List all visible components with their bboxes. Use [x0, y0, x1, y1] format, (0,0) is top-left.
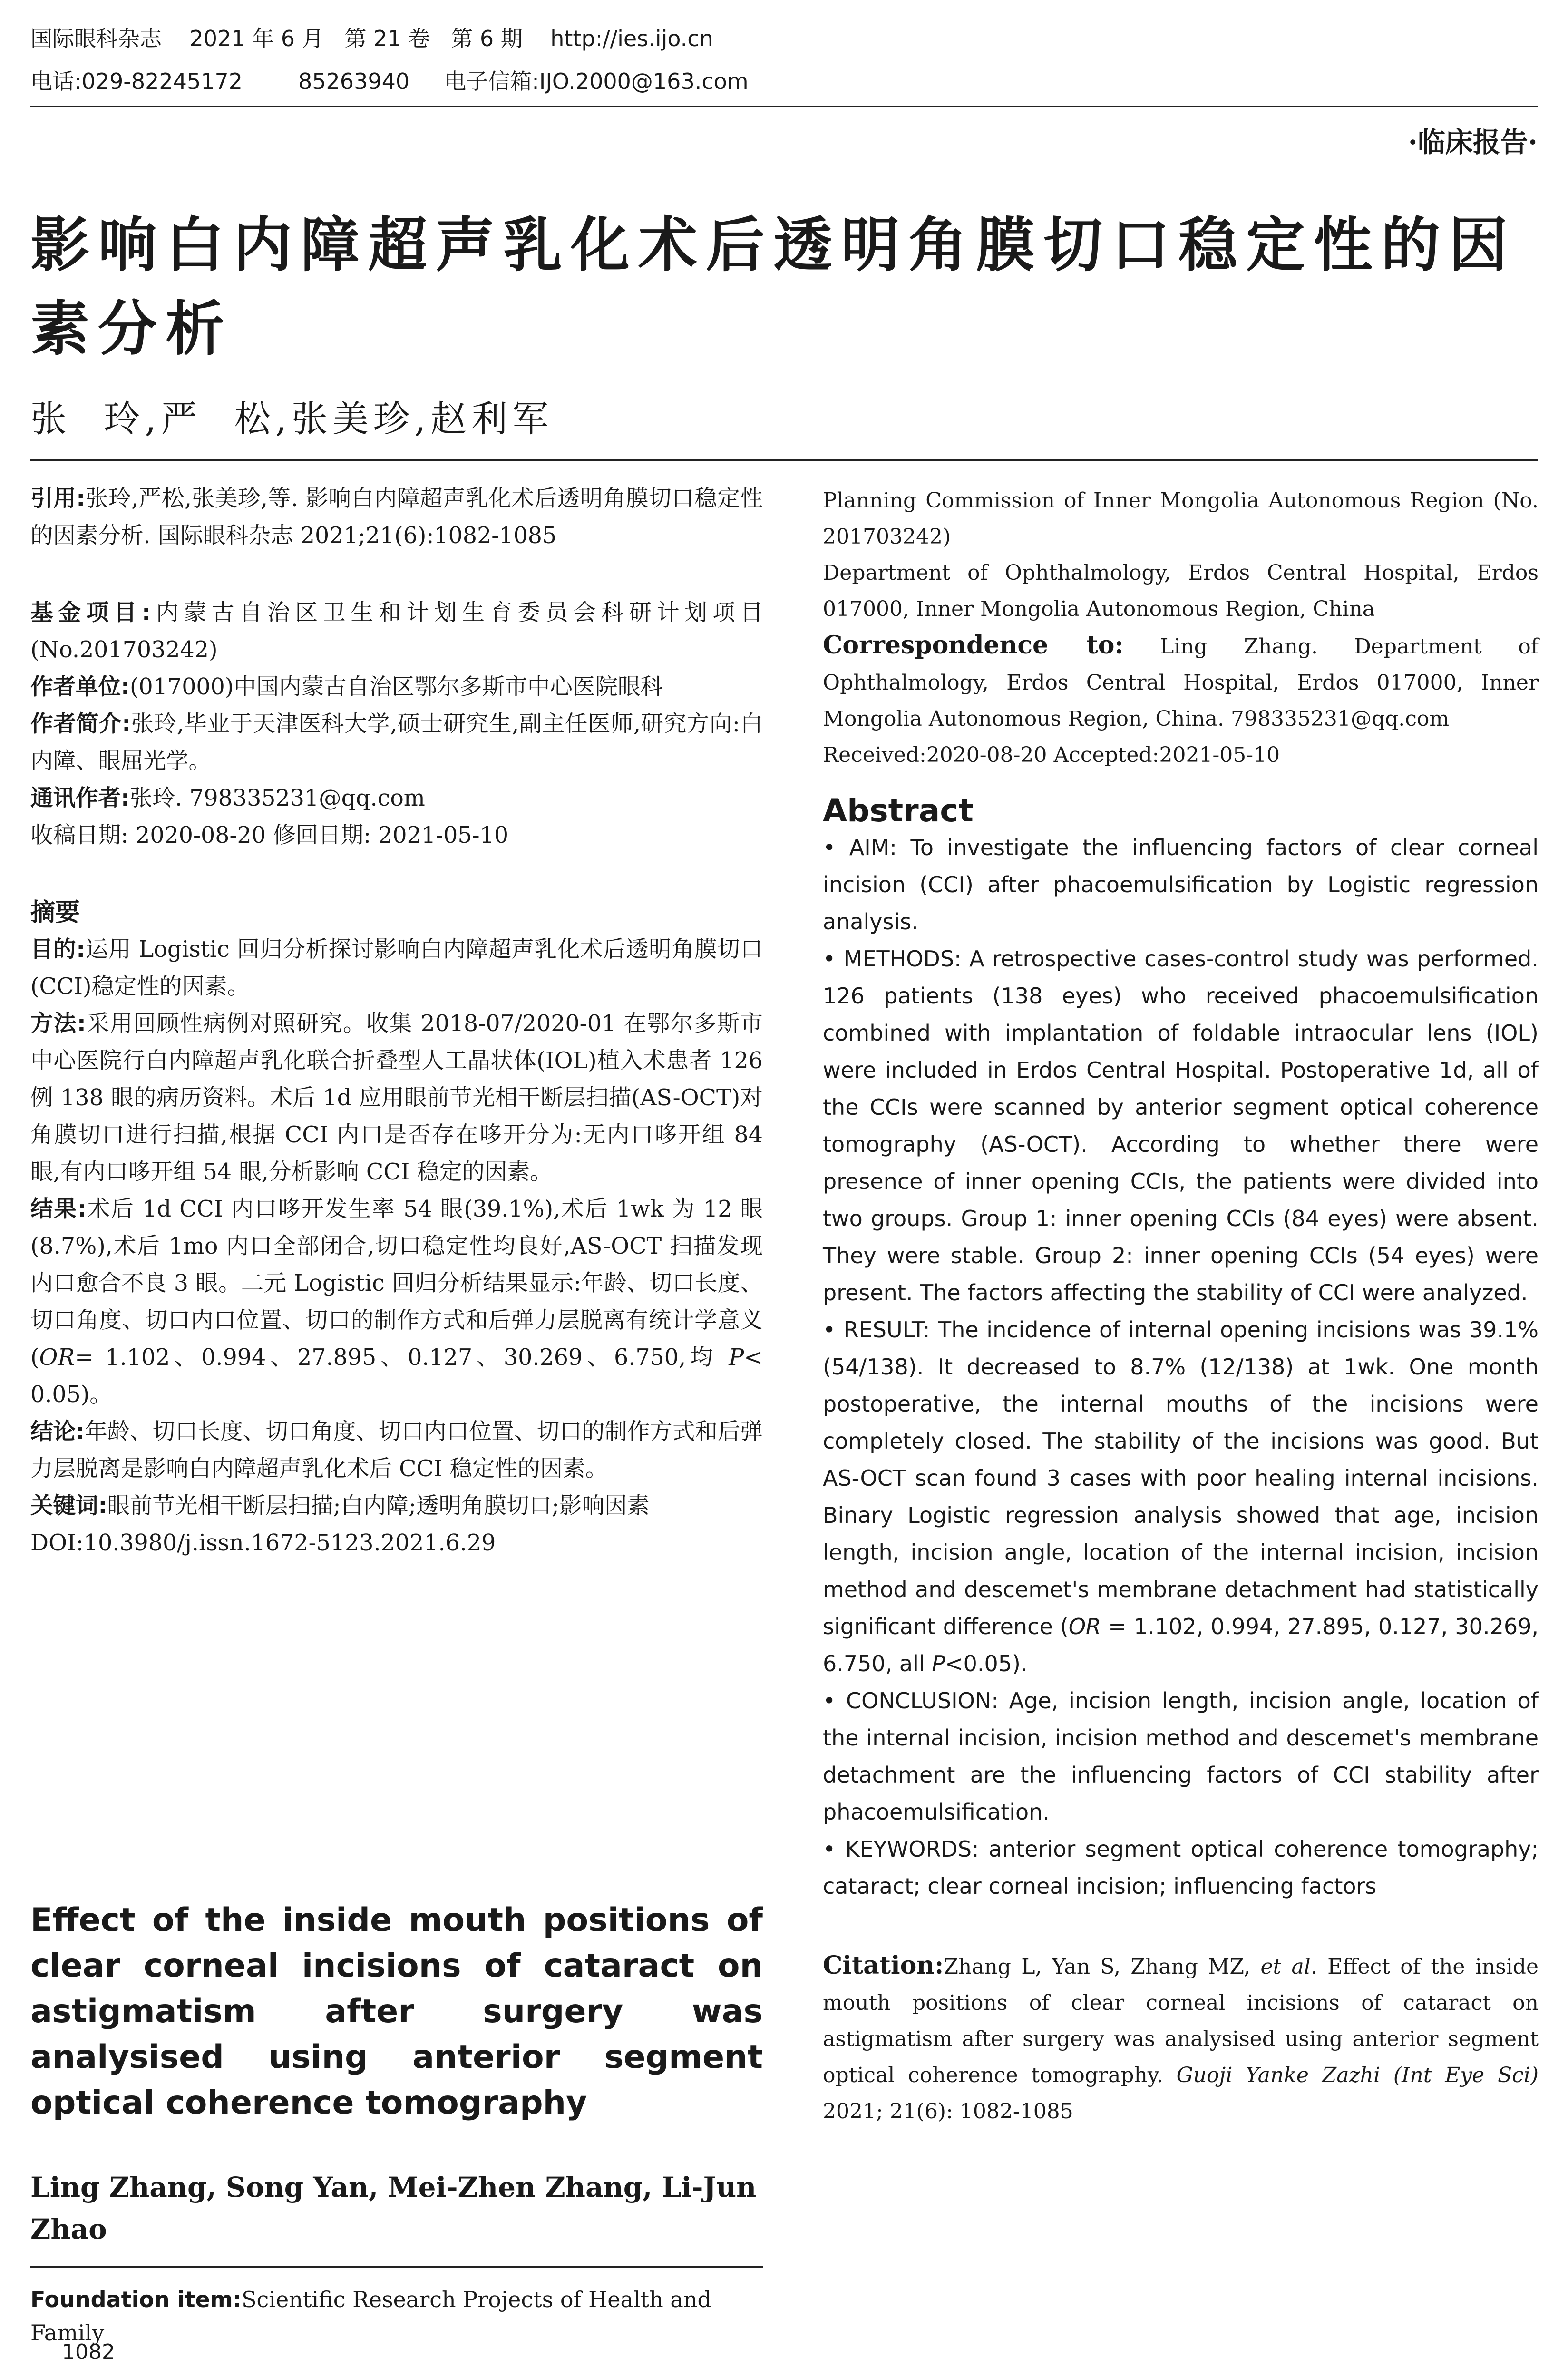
article-title: 影响白内障超声乳化术后透明角膜切口稳定性的因素分析 — [30, 211, 1517, 363]
results-text-end: < 0.05)。 — [30, 1344, 763, 1408]
citation-en-title: . Effect of the inside mouth positions of clear corneal incisions of cataract on astigmatism after surgery was analysised using anterior segment optical coherence tomography. — [823, 1955, 1539, 2087]
result-text: • RESULT: The incidence of internal opening incisions was 39.1% (54/138). It decreased to 8.7% (12/138) at 1wk. One month postoperative, the internal mouths of the incisions were completely closed. The stability of the incisions was good. But AS-OCT scan found 3 cases with poor healing internal incisions. Binary Logistic regression analysis showed that age, incision length, incision angle, location of the internal incision, incision method and descemet's membrane detachment had statistically significant difference ( — [823, 1317, 1539, 1639]
bio-label: 作者简介: — [30, 711, 131, 737]
dates-en: Received:2020-08-20 Accepted:2021-05-10 — [823, 743, 1280, 767]
page-number: 1082 — [62, 2340, 115, 2364]
methods-label: 方法: — [30, 1011, 86, 1037]
results-cn — [30, 1191, 763, 1413]
english-authors: Ling Zhang, Song Yan, Mei-Zhen Zhang, Li-Jun Zhao — [30, 2171, 757, 2245]
citation-etal: et al — [1260, 1955, 1311, 1979]
corr-text: 张玲. 798335231@qq.com — [130, 785, 425, 811]
foundation-item — [30, 2283, 763, 2349]
keywords-cn — [30, 1488, 763, 1525]
correspondence-label: Correspondence to: — [823, 631, 1124, 660]
keywords-text: 眼前节光相干断层扫描;白内障;透明角膜切口;影响因素 — [107, 1493, 650, 1519]
p-symbol-en: P — [932, 1651, 945, 1676]
fund-item — [30, 594, 763, 669]
unit-text: (017000)中国内蒙古自治区鄂尔多斯市中心医院眼科 — [130, 674, 663, 700]
result-end: <0.05). — [945, 1651, 1028, 1676]
conclusion-cn — [30, 1413, 763, 1488]
dates-cn: 收稿日期: 2020-08-20 修回日期: 2021-05-10 — [30, 822, 509, 848]
abstract-cn-heading: 摘要 — [30, 898, 80, 927]
results-text: 术后 1d CCI 内口哆开发生率 54 眼(39.1%),术后 1wk 为 12 眼(8.7%),术后 1mo 内口全部闭合,切口稳定性均良好,AS-OCT 扫描发现内口愈合不良 3 眼。二元 Logistic 回归分析结果显示:年龄、切口长度、切口角度、切口内口位置、切口的制作方式和后弹力层脱离有统计学意义( — [30, 1196, 763, 1371]
citation-en-volume: 2021; 21(6): 1082-1085 — [823, 2099, 1073, 2124]
author-bio — [30, 706, 763, 780]
footnote-rule — [30, 2266, 763, 2268]
correspondence-text: Ling Zhang. Department of Ophthalmology, Erdos Central Hospital, Erdos 017000, Inner Mongolia Autonomous Region, China. 798335231@qq.com — [823, 634, 1539, 731]
or-symbol: OR — [39, 1344, 75, 1371]
conclusion-label: 结论: — [30, 1419, 85, 1445]
abstract-heading: Abstract — [823, 792, 974, 829]
unit-label: 作者单位: — [30, 674, 130, 700]
citation-en-label: Citation: — [823, 1951, 944, 1980]
left-column-meta — [30, 480, 763, 1562]
abstract-keywords: • KEYWORDS: anterior segment optical coherence tomography; cataract; clear corneal incision; influencing factors — [823, 1836, 1539, 1899]
results-label: 结果: — [30, 1196, 87, 1222]
foundation-label: Foundation item: — [30, 2287, 242, 2312]
citation-en — [823, 1948, 1539, 2130]
journal-header-line1: 国际眼科杂志 2021 年 6 月 第 21 卷 第 6 期 http://ies.ijo.cn — [30, 26, 713, 51]
corr-label: 通讯作者: — [30, 785, 130, 811]
citation-en-authors: Zhang L, Yan S, Zhang MZ, — [944, 1955, 1261, 1979]
keywords-label: 关键词: — [30, 1493, 107, 1519]
correspondence-en — [823, 627, 1539, 737]
section-tag: ·临床报告· — [1408, 126, 1538, 158]
citation-cn — [30, 480, 763, 555]
conclusion-text: 年龄、切口长度、切口角度、切口内口位置、切口的制作方式和后弹力层脱离是影响白内障超声乳化术后 CCI 稳定性的因素。 — [30, 1419, 763, 1482]
doi: DOI:10.3980/j.issn.1672-5123.2021.6.29 — [30, 1530, 496, 1556]
authors-cn: 张 玲,严 松,张美珍,赵利军 — [30, 398, 554, 440]
foundation-text: Scientific Research Projects of Health and Family — [30, 2287, 711, 2346]
journal-header-line2: 电话:029-82245172 85263940 电子信箱:IJO.2000@163.com — [30, 68, 749, 94]
abstract-aim: • AIM: To investigate the influencing factors of clear corneal incision (CCI) after phacoemulsification by Logistic regression analysis. — [823, 835, 1539, 935]
bio-text: 张玲,毕业于天津医科大学,硕士研究生,副主任医师,研究方向:白内障、眼屈光学。 — [30, 711, 763, 774]
department: Department of Ophthalmology, Erdos Central Hospital, Erdos 017000, Inner Mongolia Autonomous Region, China — [823, 561, 1539, 621]
fund-label: 基金项目: — [30, 600, 151, 626]
aim-cn — [30, 931, 763, 1005]
methods-text: 采用回顾性病例对照研究。收集 2018-07/2020-01 在鄂尔多斯市中心医院行白内障超声乳化联合折叠型人工晶状体(IOL)植入术患者 126 例 138 眼的病历资料。术后 1d 应用眼前节光相干断层扫描(AS-OCT)对角膜切口进行扫描,根据 CCI 内口是否存在哆开分为:无内口哆开组 84 眼,有内口哆开组 54 眼,分析影响 CCI 稳定的因素。 — [30, 1011, 763, 1185]
corresponding-author — [30, 780, 763, 817]
citation-journal: Guoji Yanke Zazhi (Int Eye Sci) — [1176, 2063, 1539, 2087]
header-divider — [30, 106, 1538, 107]
abstract-conclusion: • CONCLUSION: Age, incision length, incision angle, location of the internal incision, incision method and descemet's membrane detachment are the influencing factors of CCI stability after phacoemulsification. — [823, 1688, 1539, 1825]
abstract-methods: • METHODS: A retrospective cases-control study was performed. 126 patients (138 eyes) who received phacoemulsification combined with implantation of foldable intraocular lens (IOL) were included in Erdos Central Hospital. Postoperative 1d, all of the CCIs were scanned by anterior segment optical coherence tomography (AS-OCT). According to whether there were presence of inner opening CCIs, the patients were divided into two groups. Group 1: inner opening CCIs (84 eyes) were absent. They were stable. Group 2: inner opening CCIs (54 eyes) were present. The factors affecting the stability of CCI were analyzed. — [823, 946, 1539, 1305]
results-text-or: = 1.102、0.994、27.895、0.127、30.269、6.750,均 — [75, 1344, 729, 1371]
abstract-result — [823, 1311, 1539, 1682]
citation-text: 张玲,严松,张美珍,等. 影响白内障超声乳化术后透明角膜切口稳定性的因素分析. 国际眼科杂志 2021;21(6):1082-1085 — [30, 486, 763, 549]
fund-text: 内蒙古自治区卫生和计划生育委员会科研计划项目(No.201703242) — [30, 600, 763, 663]
author-unit — [30, 669, 763, 706]
title-rule — [30, 459, 1538, 461]
methods-cn — [30, 1005, 763, 1191]
right-column — [823, 483, 1539, 2130]
citation-label: 引用: — [30, 486, 86, 512]
p-symbol: P — [729, 1344, 744, 1371]
english-title: Effect of the inside mouth positions of clear corneal incisions of cataract on astigmatism after surgery was analysised using anterior segment optical coherence tomography — [30, 1901, 763, 2122]
or-symbol-en: OR — [1068, 1614, 1101, 1639]
aim-label: 目的: — [30, 936, 86, 963]
aim-text: 运用 Logistic 回归分析探讨影响白内障超声乳化术后透明角膜切口(CCI)稳定性的因素。 — [30, 936, 763, 1000]
result-or-values: = 1.102, 0.994, 27.895, 0.127, 30.269, 6.750, all — [823, 1614, 1539, 1676]
foundation-continued: Planning Commission of Inner Mongolia Autonomous Region (No. 201703242) — [823, 488, 1539, 549]
